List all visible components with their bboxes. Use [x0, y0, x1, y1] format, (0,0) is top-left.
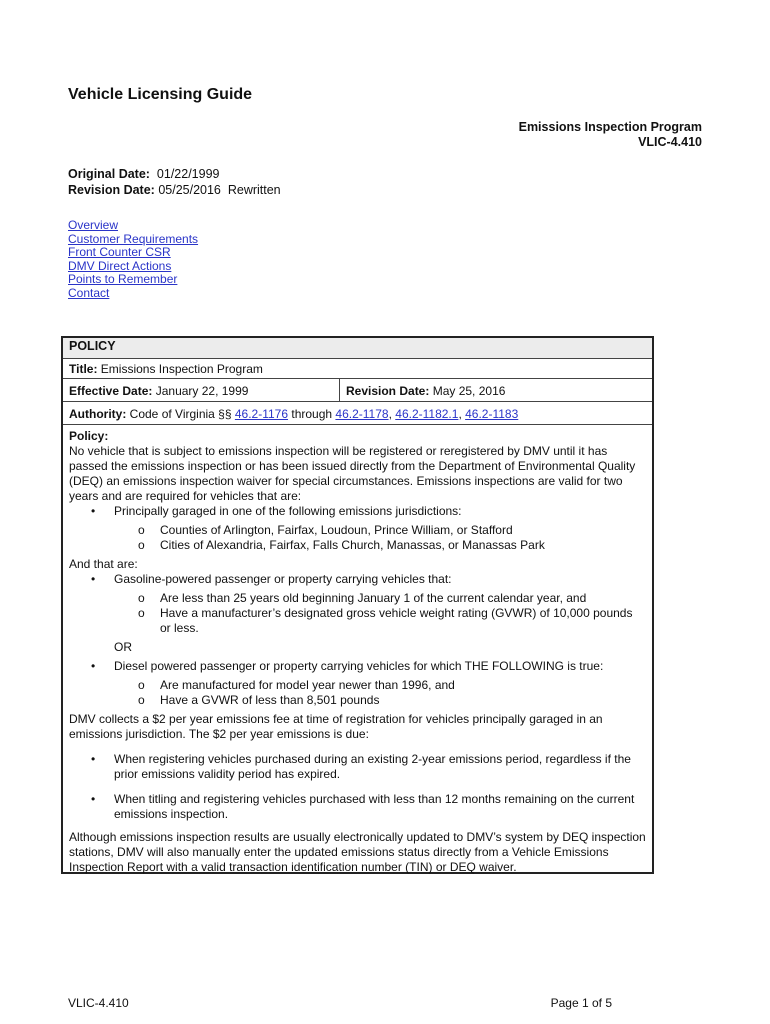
- footer-document-code: VLIC-4.410: [68, 996, 129, 1010]
- page-number: Page 1 of 5: [550, 996, 612, 1010]
- guide-title: Vehicle Licensing Guide: [68, 86, 253, 103]
- policy-title-row: [63, 359, 652, 379]
- list-item: • When registering vehicles purchased during an existing 2-year emissions period, regardless if the prior emissions validity period has expired.: [91, 752, 631, 781]
- dates-row: [63, 379, 652, 402]
- nav-link-front-counter-csr[interactable]: Front Counter CSR: [68, 245, 171, 259]
- authority-label: Authority:: [69, 407, 127, 421]
- list-item: o Are manufactured for model year newer than 1996, and: [138, 678, 455, 692]
- nav-link-overview[interactable]: Overview: [68, 218, 119, 232]
- list-item: o Have a GVWR of less than 8,501 pounds: [138, 693, 380, 707]
- bullet-icon: •: [91, 659, 96, 673]
- sub-bullet-icon: o: [138, 538, 145, 552]
- policy-label: Policy:: [69, 429, 109, 443]
- and-that-are: And that are:: [69, 557, 138, 571]
- document-dates: [68, 166, 281, 198]
- authority-row: [63, 402, 652, 425]
- policy-revision-date-value: May 25, 2016: [432, 384, 506, 398]
- policy-body: [63, 425, 652, 875]
- policy-intro: No vehicle that is subject to emissions inspection will be registered or reregistered by DMV until it has passed the emissions inspection or has been issued directly from the Department of Environmental Quality (DEQ) an emissions inspection waiver for special circumstances. Emissions inspections are valid for two years and are required for vehicles that are:: [69, 444, 636, 503]
- list-item: o Have a manufacturer’s designated gross vehicle weight rating (GVWR) of 10,000 pounds or less.: [138, 606, 633, 635]
- program-header: [519, 120, 702, 150]
- nav-link-points-to-remember[interactable]: Points to Remember: [68, 272, 178, 286]
- policy-table: [61, 336, 654, 874]
- sub-bullet-icon: o: [138, 678, 145, 692]
- statute-link-46-2-1178[interactable]: 46.2-1178: [335, 407, 389, 421]
- sub-bullet-icon: o: [138, 523, 145, 537]
- or-text: OR: [114, 640, 132, 654]
- statute-link-46-2-1182-1[interactable]: 46.2-1182.1: [395, 407, 459, 421]
- document-code: VLIC-4.410: [638, 135, 702, 149]
- title-value: Emissions Inspection Program: [100, 362, 263, 376]
- list-item: • Gasoline-powered passenger or property carrying vehicles that:: [91, 572, 452, 586]
- nav-link-dmv-direct-actions[interactable]: DMV Direct Actions: [68, 258, 172, 273]
- nav-link-customer-requirements[interactable]: Customer Requirements: [68, 231, 199, 246]
- bullet-icon: •: [91, 752, 96, 766]
- list-item: • Principally garaged in one of the following emissions jurisdictions:: [91, 504, 462, 518]
- title-label: Title:: [69, 362, 98, 376]
- original-date-label: Original Date:: [68, 167, 150, 181]
- sub-bullet-icon: o: [138, 693, 145, 707]
- effective-date-label: Effective Date:: [69, 384, 153, 398]
- fee-paragraph: DMV collects a $2 per year emissions fee at time of registration for vehicles principally garaged in an emissions jurisdiction. The $2 per year emissions is due:: [69, 712, 603, 741]
- policy-revision-date-label: Revision Date:: [346, 384, 430, 398]
- program-name: Emissions Inspection Program: [518, 120, 702, 134]
- comma-separator: ,: [458, 407, 462, 421]
- list-item: o Cities of Alexandria, Fairfax, Falls Church, Manassas, or Manassas Park: [138, 538, 545, 552]
- revision-date-label: Revision Date:: [68, 183, 155, 197]
- nav-link-contact[interactable]: Contact: [68, 285, 110, 300]
- sub-bullet-icon: o: [138, 606, 145, 620]
- effective-date-cell: [63, 379, 340, 401]
- section-nav: [68, 219, 198, 300]
- sub-bullet-icon: o: [138, 591, 145, 605]
- statute-link-46-2-1176[interactable]: 46.2-1176: [234, 407, 289, 421]
- authority-through: through: [291, 407, 333, 421]
- revision-date-cell: [340, 379, 652, 401]
- list-item: o Counties of Arlington, Fairfax, Loudoun, Prince William, or Stafford: [138, 523, 513, 537]
- effective-date-value: January 22, 1999: [155, 384, 249, 398]
- policy-header: POLICY: [63, 338, 652, 359]
- statute-link-46-2-1183[interactable]: 46.2-1183: [465, 407, 519, 421]
- revision-date: 05/25/2016 Rewritten: [158, 183, 281, 197]
- bullet-icon: •: [91, 792, 96, 806]
- list-item: • Diesel powered passenger or property carrying vehicles for which THE FOLLOWING is true:: [91, 659, 604, 673]
- authority-text: Code of Virginia §§: [129, 407, 232, 421]
- comma-separator: ,: [388, 407, 392, 421]
- closing-paragraph: Although emissions inspection results are usually electronically updated to DMV’s system by DEQ inspection stations, DMV will also manually enter the updated emissions status directly from a Vehicle Emissions Inspection Report with a valid transaction identification number (TIN) or DEQ waiver.: [69, 830, 646, 874]
- list-item: o Are less than 25 years old beginning January 1 of the current calendar year, and: [138, 591, 587, 605]
- list-item: • When titling and registering vehicles purchased with less than 12 months remaining on the current emissions inspection.: [91, 792, 635, 821]
- bullet-icon: •: [91, 504, 96, 518]
- bullet-icon: •: [91, 572, 96, 586]
- original-date: 01/22/1999: [156, 167, 220, 181]
